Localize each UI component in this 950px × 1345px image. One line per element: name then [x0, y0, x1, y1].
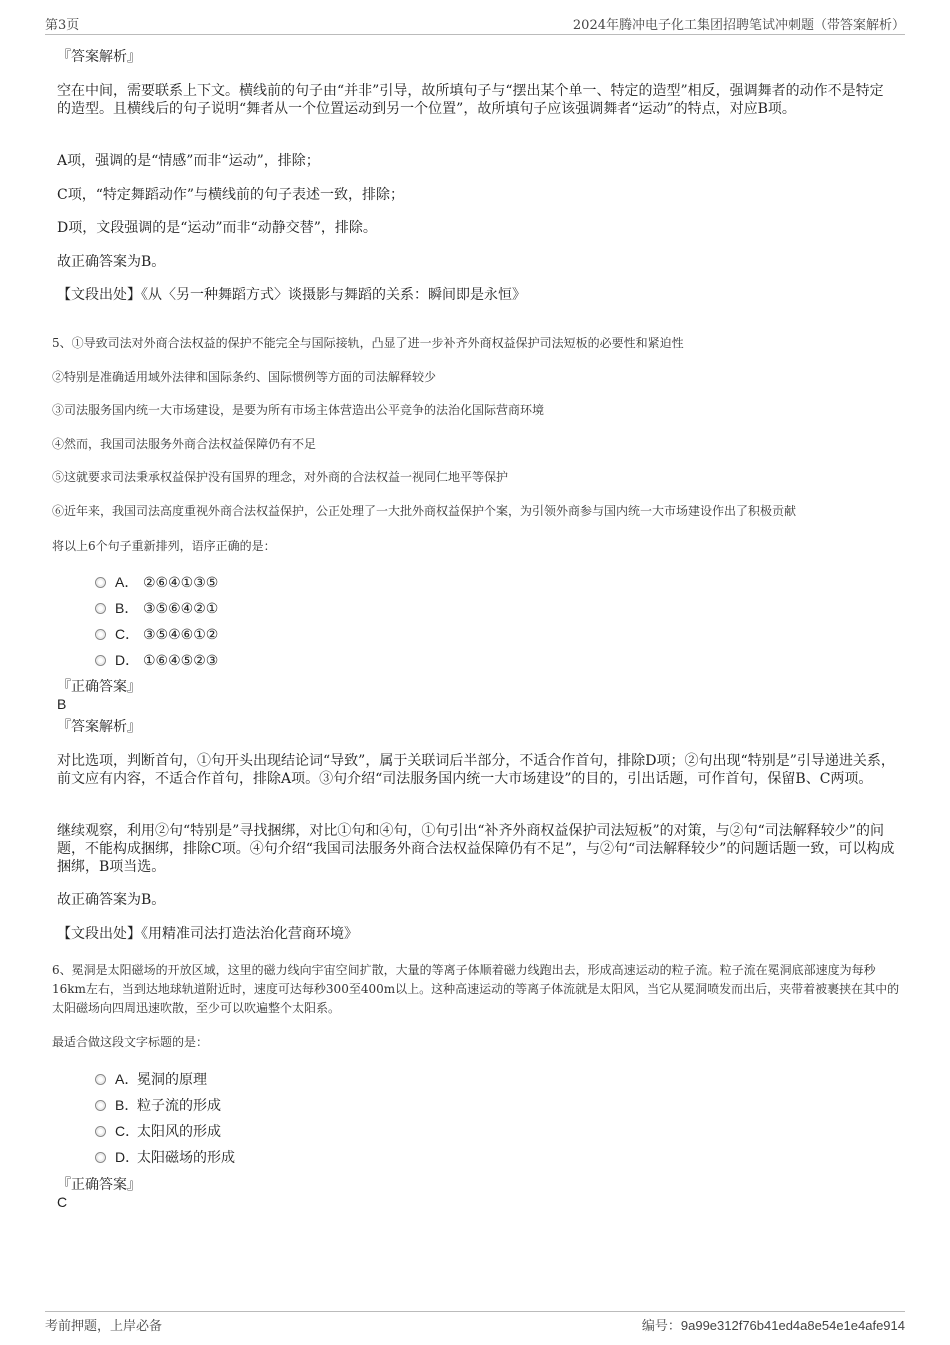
radio-icon[interactable] — [95, 1152, 106, 1163]
question-sentence: 5、①导致司法对外商合法权益的保护不能完全与国际接轨，凸显了进一步补齐外商权益保护司法短板的必要性和紧迫性 — [52, 336, 684, 350]
analysis-paragraph: 继续观察，利用②句“特别是”寻找捆绑，对比①句和④句，①句引出“补齐外商权益保护司法短板”的对策，与②句“司法解释较少”的问题，不能构成捆绑，排除C项。④句介绍“我国司法服务外商合法权益保障仍有不足”，与②句“司法解释较少”的问题话题一致，可以构成捆绑，B项当选。 — [57, 823, 895, 875]
option-d[interactable]: D．太阳磁场的形成 — [95, 1148, 235, 1167]
option-d[interactable]: D． ①⑥④⑤②③ — [95, 651, 218, 670]
page-header — [45, 14, 905, 35]
radio-icon[interactable] — [95, 577, 106, 588]
page-number: 第3页 — [45, 18, 80, 33]
radio-icon[interactable] — [95, 1100, 106, 1111]
analysis-conclusion: 故正确答案为B。 — [57, 254, 166, 270]
answer-label: 『正确答案』 — [57, 1177, 141, 1193]
question-prompt: 最适合做这段文字标题的是： — [52, 1035, 209, 1049]
option-a[interactable]: A． ②⑥④①③⑤ — [95, 573, 218, 592]
question-sentence: ⑤这就要求司法秉承权益保护没有国界的理念，对外商的合法权益一视同仁地平等保护 — [52, 470, 509, 484]
source-citation: 【文段出处】《用精准司法打造法治化营商环境》 — [57, 926, 358, 942]
question-sentence: ③司法服务国内统一大市场建设，是要为所有市场主体营造出公平竞争的法治化国际营商环境 — [52, 403, 545, 417]
analysis-label: 『答案解析』 — [57, 49, 141, 65]
page-footer — [45, 1311, 905, 1334]
question-prompt: 将以上6个句子重新排列，语序正确的是： — [52, 539, 276, 553]
option-c[interactable]: C． ③⑤④⑥①② — [95, 625, 218, 644]
answer-label: 『正确答案』 — [57, 679, 141, 695]
option-b[interactable]: B． ③⑤⑥④②① — [95, 599, 218, 618]
question-passage: 6、冕洞是太阳磁场的开放区域，这里的磁力线向宇宙空间扩散，大量的等离子体顺着磁力线跑出去，形成高速运动的粒子流。粒子流在冕洞底部速度为每秒16km左右，当到达地球轨道附近时，速度可达每秒300至400m以上。这种高速运动的等离子体流就是太阳风，当它从冕洞喷发而出后，夹带着被裹挟在其中的太阳磁场向四周迅速吹散，至少可以吹遍整个太阳系。 — [52, 963, 900, 1015]
analysis-paragraph: 空在中间，需要联系上下文。横线前的句子由“并非”引导，故所填句子与“摆出某个单一、特定的造型”相反，强调舞者的动作不是特定的造型。且横线后的句子说明“舞者从一个位置运动到另一个位置”，故所填句子应该强调舞者“运动”的特点，对应B项。 — [57, 83, 884, 117]
question-sentence: ⑥近年来，我国司法高度重视外商合法权益保护，公正处理了一大批外商权益保护个案，为引领外商参与国内统一大市场建设作出了积极贡献 — [52, 504, 797, 518]
option-b[interactable]: B．粒子流的形成 — [95, 1096, 221, 1115]
source-citation: 【文段出处】《从〈另一种舞蹈方式〉谈摄影与舞蹈的关系：瞬间即是永恒》 — [57, 287, 526, 303]
answer-value: C — [57, 1194, 68, 1210]
option-a[interactable]: A．冕洞的原理 — [95, 1070, 207, 1089]
radio-icon[interactable] — [95, 603, 106, 614]
radio-icon[interactable] — [95, 655, 106, 666]
analysis-paragraph: 对比选项，判断首句，①句开头出现结论词“导致”，属于关联词后半部分，不适合作首句，排除D项；②句出现“特别是”引导递进关系，前文应有内容，不适合作首句，排除A项。③句介绍“司法服务国内统一大市场建设”的目的，引出话题，可作首句，保留B、C两项。 — [57, 753, 895, 787]
analysis-label: 『答案解析』 — [57, 719, 141, 735]
radio-icon[interactable] — [95, 1126, 106, 1137]
analysis-paragraph: C项，“特定舞蹈动作”与横线前的句子表述一致，排除； — [57, 187, 405, 203]
option-c[interactable]: C．太阳风的形成 — [95, 1122, 221, 1141]
radio-icon[interactable] — [95, 1074, 106, 1085]
analysis-conclusion: 故正确答案为B。 — [57, 892, 166, 908]
analysis-paragraph: D项，文段强调的是“运动”而非“动静交替”，排除。 — [57, 220, 377, 236]
document-title: 2024年腾冲电子化工集团招聘笔试冲刺题（带答案解析） — [572, 18, 905, 33]
question-sentence: ②特别是准确适用域外法律和国际条约、国际惯例等方面的司法解释较少 — [52, 370, 437, 384]
radio-icon[interactable] — [95, 629, 106, 640]
footer-slogan: 考前押题，上岸必备 — [45, 1319, 163, 1334]
analysis-paragraph: A项，强调的是“情感”而非“运动”，排除； — [57, 153, 320, 169]
document-code: 编号：9a99e312f76b41ed4a8e54e1e4afe914 — [641, 1318, 905, 1334]
answer-value: B — [57, 696, 67, 712]
question-sentence: ④然而，我国司法服务外商合法权益保障仍有不足 — [52, 437, 317, 451]
